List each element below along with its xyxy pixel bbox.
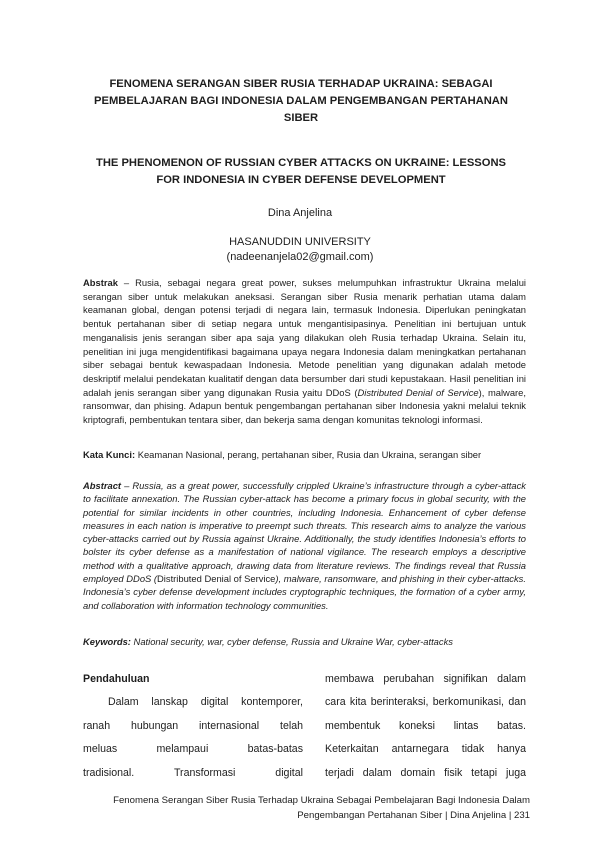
- body-line: Dalam lanskap digital kontemporer,: [108, 696, 303, 709]
- abstract-id-italic-term: Distributed Denial of Service: [357, 386, 479, 398]
- section-heading: Pendahuluan: [83, 673, 150, 685]
- abstract-indonesian: [83, 276, 526, 427]
- body-line: cara kita berinteraksi, berkomunikasi, dan: [325, 696, 526, 709]
- title-en-line: FOR INDONESIA IN CYBER DEFENSE DEVELOPMENT: [156, 174, 446, 186]
- keywords-en-label: Keywords:: [83, 636, 131, 647]
- abstract-en-text: – Russia, as a great power, successfully crippled Ukraine’s infrastructure through a cyber-attack to facilitate annexation. The Russian cyber-attack has become a primary focus in global security, with the potential for similar incidents in other countries, including Indonesia. Enhancement of cyber defense measures in each nation is imperative to preempt such threats. This research aims to analyze the various cyber-attacks carried out by Russia against Ukraine. Additionally, the study identifies Indonesia’s efforts to bolster its cyber defense as a manifestation of national vigilance. The research employs a descriptive method with a qualitative approach, drawing data from literature reviews. The findings reveal that Russia employed DDoS (: [83, 480, 526, 585]
- page-footer: [60, 793, 530, 823]
- abstract-en-upright-term: Distributed Denial of Service: [157, 573, 276, 585]
- title-en-line: THE PHENOMENON OF RUSSIAN CYBER ATTACKS ON UKRAINE: LESSONS: [95, 157, 507, 169]
- keywords-id-label: Kata Kunci:: [83, 449, 136, 460]
- keywords-en-text: National security, war, cyber defense, Russia and Ukraine War, cyber-attacks: [130, 636, 453, 647]
- abstract-en-label: Abstract: [83, 480, 122, 491]
- keywords-english: [83, 635, 526, 649]
- body-line: membawa perubahan signifikan dalam: [325, 673, 526, 685]
- body-line: meluas melampaui batas-batas: [83, 743, 303, 756]
- title-indonesian: [70, 76, 532, 127]
- author-name: Dina Anjelina: [267, 207, 333, 219]
- title-id-line: FENOMENA SERANGAN SIBER RUSIA TERHADAP UKRAINA: SEBAGAI: [109, 78, 493, 90]
- keywords-id-text: Keamanan Nasional, perang, pertahanan siber, Rusia dan Ukraina, serangan siber: [135, 449, 482, 460]
- abstract-en-text-end: ), malware, ransomware, and phishing in their cyber-attacks. Indonesia’s cyber defense development includes cryptographic techniques, the formation of a cyber army, and collaboration with information technology communities.: [83, 573, 526, 611]
- abstract-id-label: Abstrak: [83, 277, 118, 288]
- body-line: Keterkaitan antarnegara tidak hanya: [325, 743, 526, 756]
- body-line: membentuk koneksi lintas batas.: [325, 719, 526, 732]
- body-left-column: [83, 668, 303, 785]
- body-right-column: [325, 668, 526, 785]
- footer-line: Pengembangan Pertahanan Siber | Dina Anjelina | 231: [297, 810, 530, 821]
- body-line: tradisional. Transformasi digital: [83, 766, 303, 779]
- title-english: [70, 155, 532, 189]
- body-line: terjadi dalam domain fisik tetapi juga: [325, 766, 526, 779]
- abstract-id-text: – Rusia, sebagai negara great power, sukses melumpuhkan infrastruktur Ukraina melalui serangan siber untuk melakukan aneksasi. Serangan siber Rusia menarik perhatian utama dalam keamanan global, dengan potensi terjadi di negara lain, termasuk Indonesia. Diperlukan peningkatan bentuk pertahanan siber di setiap negara untuk mengantisipasinya. Penelitian ini bertujuan untuk menganalisis jenis serangan siber apa saja yang dilakukan oleh Rusia terhadap Ukraina. Selain itu, penelitian ini juga mengidentifikasi bagaimana upaya negara Indonesia dalam meningkatkan pertahanan siber sebagai bentuk kewaspadaan Indonesia. Metode penelitian yang digunakan adalah metode deskriptif melalui pendekatan kualitatif dengan data bersumber dari studi kepustakaan. Hasil penelitian ini adalah jenis serangan siber yang digunakan Rusia yaitu DDoS (: [83, 277, 526, 398]
- footer-line: Fenomena Serangan Siber Rusia Terhadap Ukraina Sebagai Pembelajaran Bagi Indonesia Dalam: [113, 795, 530, 806]
- title-id-line: PEMBELAJARAN BAGI INDONESIA DALAM PENGEMBANGAN PERTAHANAN: [94, 95, 508, 107]
- body-line: ranah hubungan internasional telah: [83, 719, 303, 732]
- author-affiliation-block: [0, 235, 600, 265]
- keywords-indonesian: [83, 448, 526, 462]
- affiliation: HASANUDDIN UNIVERSITY: [229, 236, 371, 248]
- title-id-line: SIBER: [283, 112, 319, 124]
- abstract-english: [83, 479, 526, 612]
- abstract-id-text-end: ), malware, ransomwar, dan phising. Adapun bentuk pengembangan pertahanan siber Indonesia yakni melalui teknik kriptografi, pembentukan tentara siber, dan bekerja sama dengan komunitas teknologi informasi.: [83, 386, 526, 426]
- author-email: (nadeenanjela02@gmail.com): [226, 251, 374, 263]
